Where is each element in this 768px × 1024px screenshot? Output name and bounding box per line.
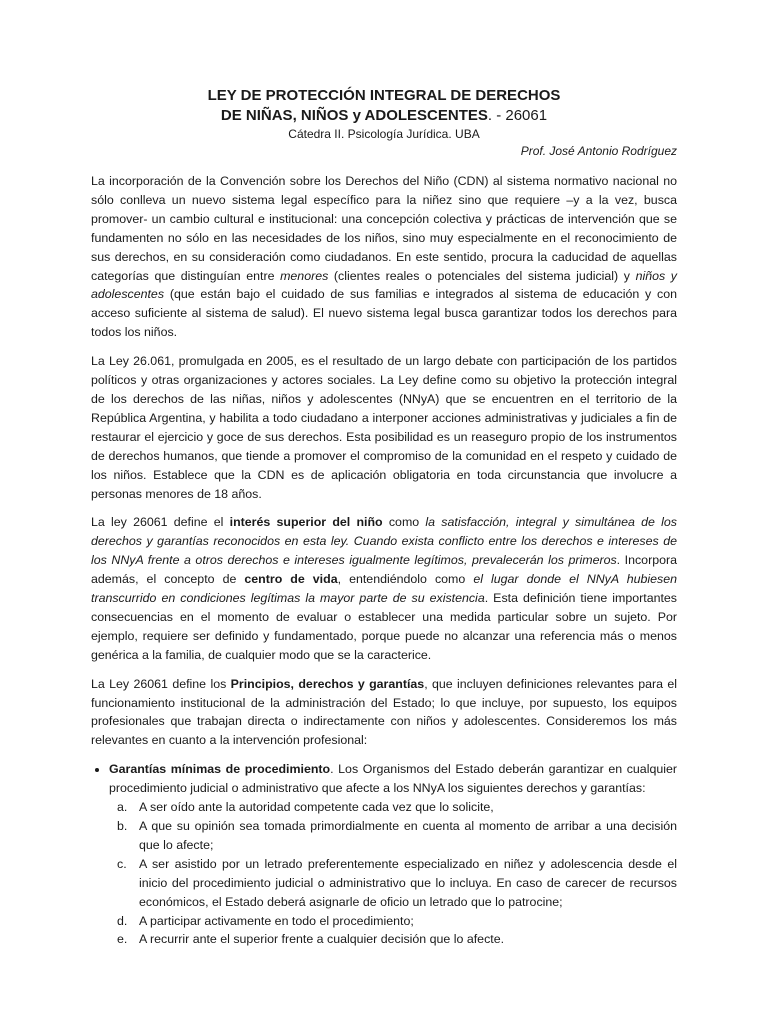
guarantees-list xyxy=(109,798,677,949)
list-item: d. A participar activamente en todo el procedimiento; xyxy=(117,913,414,928)
document-subtitle: Cátedra II. Psicología Jurídica. UBA xyxy=(288,127,480,141)
list-item: e. A recurrir ante el superior frente a cualquier decisión que lo afecte. xyxy=(117,932,505,947)
document-title-line2: DE NIÑAS, NIÑOS y ADOLESCENTES. - 26061 xyxy=(220,107,548,124)
list-item: b. A que su opinión sea tomada primordialmente en cuenta al momento de arribar a una decisión que lo afecte; xyxy=(117,819,677,852)
list-item: c. A ser asistido por un letrado preferentemente especializado en niñez y adolescencia desde el inicio del procedimiento judicial o administrativo que lo incluya. En caso de carecer de recursos económicos, el Estado deberá asignarle de oficio un letrado que lo patrocine; xyxy=(117,856,677,909)
bullet-list xyxy=(91,760,677,949)
paragraph-1: La incorporación de la Convención sobre los Derechos del Niño (CDN) al sistema normativo nacional no sólo conlleva un nuevo sistema legal específico para la niñez sino que requiere –y a la vez, busca promover- un cambio cultural e institucional: una concepción colectiva y prácticas de intervención que se fundamenten no sólo en las necesidades de los niños, sino muy especialmente en el reconocimiento de sus derechos, en su consideración como ciudadanos. En este sentido, procura la caducidad de aquellas categorías que distinguían entre menores (clientes reales o potenciales del sistema judicial) y niños y adolescentes (que están bajo el cuidado de sus familias e integrados al sistema de educación y con acceso suficiente al sistema de salud). El nuevo sistema legal busca garantizar todos los derechos para todos los niños. xyxy=(91,174,677,340)
list-item: a. A ser oído ante la autoridad competente cada vez que lo solicite, xyxy=(117,800,494,815)
law-number: . - 26061 xyxy=(487,107,548,124)
document-author: Prof. José Antonio Rodríguez xyxy=(520,144,677,158)
list-item: • Garantías mínimas de procedimiento. Los Organismos del Estado deberán garantizar en cualquier procedimiento judicial o administrativo que afecte a los NNyA los siguientes derechos y garantías: a. A ser oído ante la autoridad competente cada vez que lo solicite, b. A que su opinión sea tomada primordialmente en cuenta al momento de arribar a una decisión que lo afecte; c. A ser asistido por un letrado preferentemente especializado en niñez y adolescencia desde el inicio del procedimiento judicial o administrativo que lo incluya. En caso de carecer de recursos económicos, el Estado deberá asignarle de oficio un letrado que lo patrocine; d. A participar activamente en todo el procedimiento; e. A recurrir ante el superior frente a cualquier decisión que lo afecte. xyxy=(109,760,677,949)
paragraph-3: La ley 26061 define el interés superior del niño como la satisfacción, integral y simultánea de los derechos y garantías reconocidos en esta ley. Cuando exista conflicto entre los derechos e intereses de los NNyA frente a otros derechos e intereses igualmente legítimos, prevalecerán los primeros. Incorpora además, el concepto de centro de vida, entendiéndolo como el lugar donde el NNyA hubiesen transcurrido en condiciones legítimas la mayor parte de su existencia. Esta definición tiene importantes consecuencias en el momento de evaluar o establecer una medida particular sobre un sujeto. Por ejemplo, requiere ser definido y fundamentado, porque puede no alcanzar una referencia más o menos genérica a la familia, de cualquier modo que se la caracterice. xyxy=(91,515,678,662)
paragraph-4: La Ley 26061 define los Principios, derechos y garantías, que incluyen definiciones relevantes para el funcionamiento institucional de la administración del Estado; lo que incluye, por supuesto, los equipos profesionales que trabajan directa o indirectamente con niños y adolescentes. Consideremos los más relevantes en cuanto a la intervención profesional: xyxy=(91,676,678,748)
document-title-line1: LEY DE PROTECCIÓN INTEGRAL DE DERECHOS xyxy=(207,87,561,104)
paragraph-2: La Ley 26.061, promulgada en 2005, es el resultado de un largo debate con participación de los partidos políticos y otras organizaciones y actores sociales. La Ley define como su objetivo la protección integral de los derechos de las niñas, niños y adolescentes (NNyA) que se encuentren en el territorio de la República Argentina, y habilita a todo ciudadano a interponer acciones administrativas y judiciales a fin de restaurar el ejercicio y goce de sus derechos. Esta posibilidad es un reaseguro propio de los instrumentos de derechos humanos, que tiende a promover el compromiso de la comunidad en el respeto y cuidado de los niños. Establece que la CDN es de aplicación obligatoria en toda circunstancia que involucre a personas menores de 18 años. xyxy=(91,354,677,501)
document-page xyxy=(91,86,677,949)
